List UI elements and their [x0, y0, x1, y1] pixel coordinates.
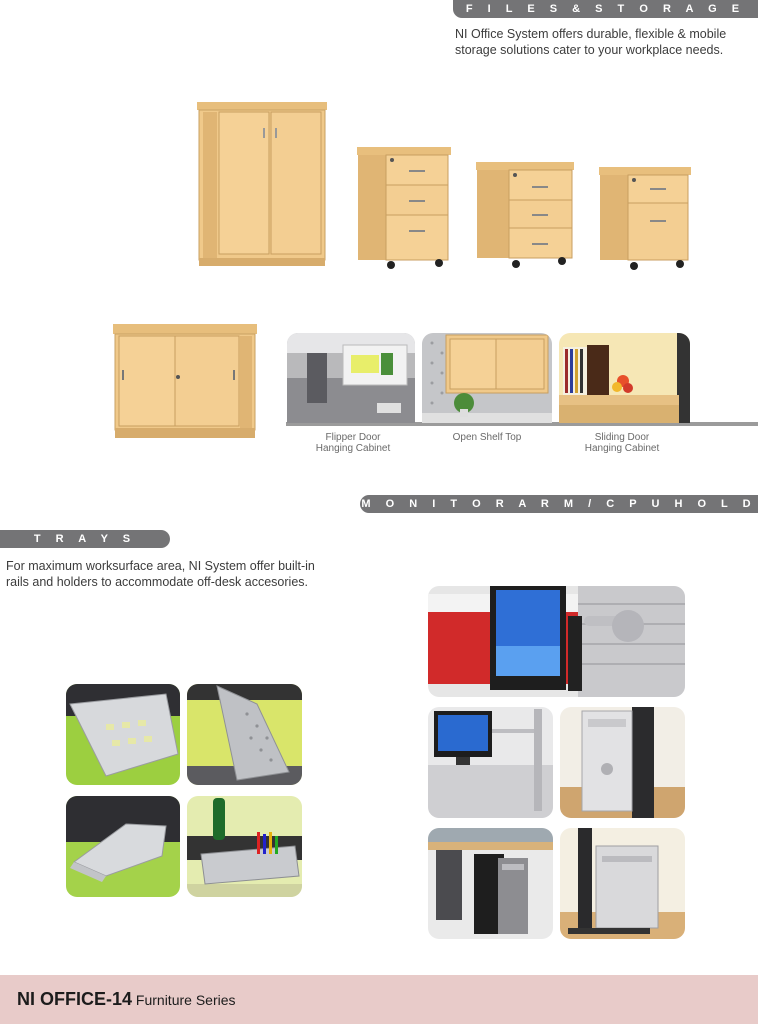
footer-title: [17, 989, 236, 1010]
caption-line: Open Shelf Top: [452, 432, 522, 443]
open-shelf-top-photo: [422, 333, 552, 423]
trays-description: For maximum worksurface area, NI System offer built-in rails and holders to accommodate off-desk accesories.: [6, 559, 315, 589]
caption-line: Hanging Cabinet: [315, 443, 391, 454]
cpu-holder-floor-photo: [560, 828, 685, 939]
files-storage-heading: F I L E S & S T O R A G E: [453, 0, 758, 18]
flipper-door-cabinet-photo: [287, 333, 415, 423]
footer-bar: [0, 975, 758, 1024]
footer-series: Furniture Series: [132, 992, 236, 1008]
cpu-holder-silver-photo: [560, 707, 685, 818]
monitor-arm-pole-photo: [428, 707, 553, 818]
open-shelf-caption: [422, 432, 552, 443]
trays-heading: T R A Y S: [0, 530, 170, 548]
double-door-cabinet-image: [195, 100, 330, 270]
tray-angled-holder-photo: [66, 796, 180, 897]
monitor-arm-large-photo: [428, 586, 685, 697]
tray-vertical-holder-photo: [187, 684, 302, 785]
caption-line: Hanging Cabinet: [584, 443, 660, 454]
caption-line: Sliding Door: [594, 432, 650, 443]
sliding-door-caption: [557, 432, 687, 454]
files-storage-description: NI Office System offers durable, flexible & mobile storage solutions cater to your workplace needs.: [455, 27, 727, 57]
flipper-door-caption: [288, 432, 418, 454]
caption-line: Flipper Door: [325, 432, 381, 443]
tray-pen-holder-photo: [187, 796, 302, 897]
mobile-pedestal-2-drawer-image: [597, 165, 693, 273]
mobile-pedestal-3-drawer-small-image: [474, 160, 576, 270]
tray-flat-photo: [66, 684, 180, 785]
cpu-holder-under-desk-photo: [428, 828, 553, 939]
mobile-pedestal-3-drawer-image: [355, 145, 453, 270]
footer-brand: NI OFFICE-14: [17, 989, 133, 1009]
monitor-arm-heading: M O N I T O R A R M / C P U H O L D E R S: [360, 495, 758, 513]
sliding-door-hanging-cabinet-photo: [559, 333, 690, 423]
sliding-door-cabinet-image: [112, 322, 258, 440]
